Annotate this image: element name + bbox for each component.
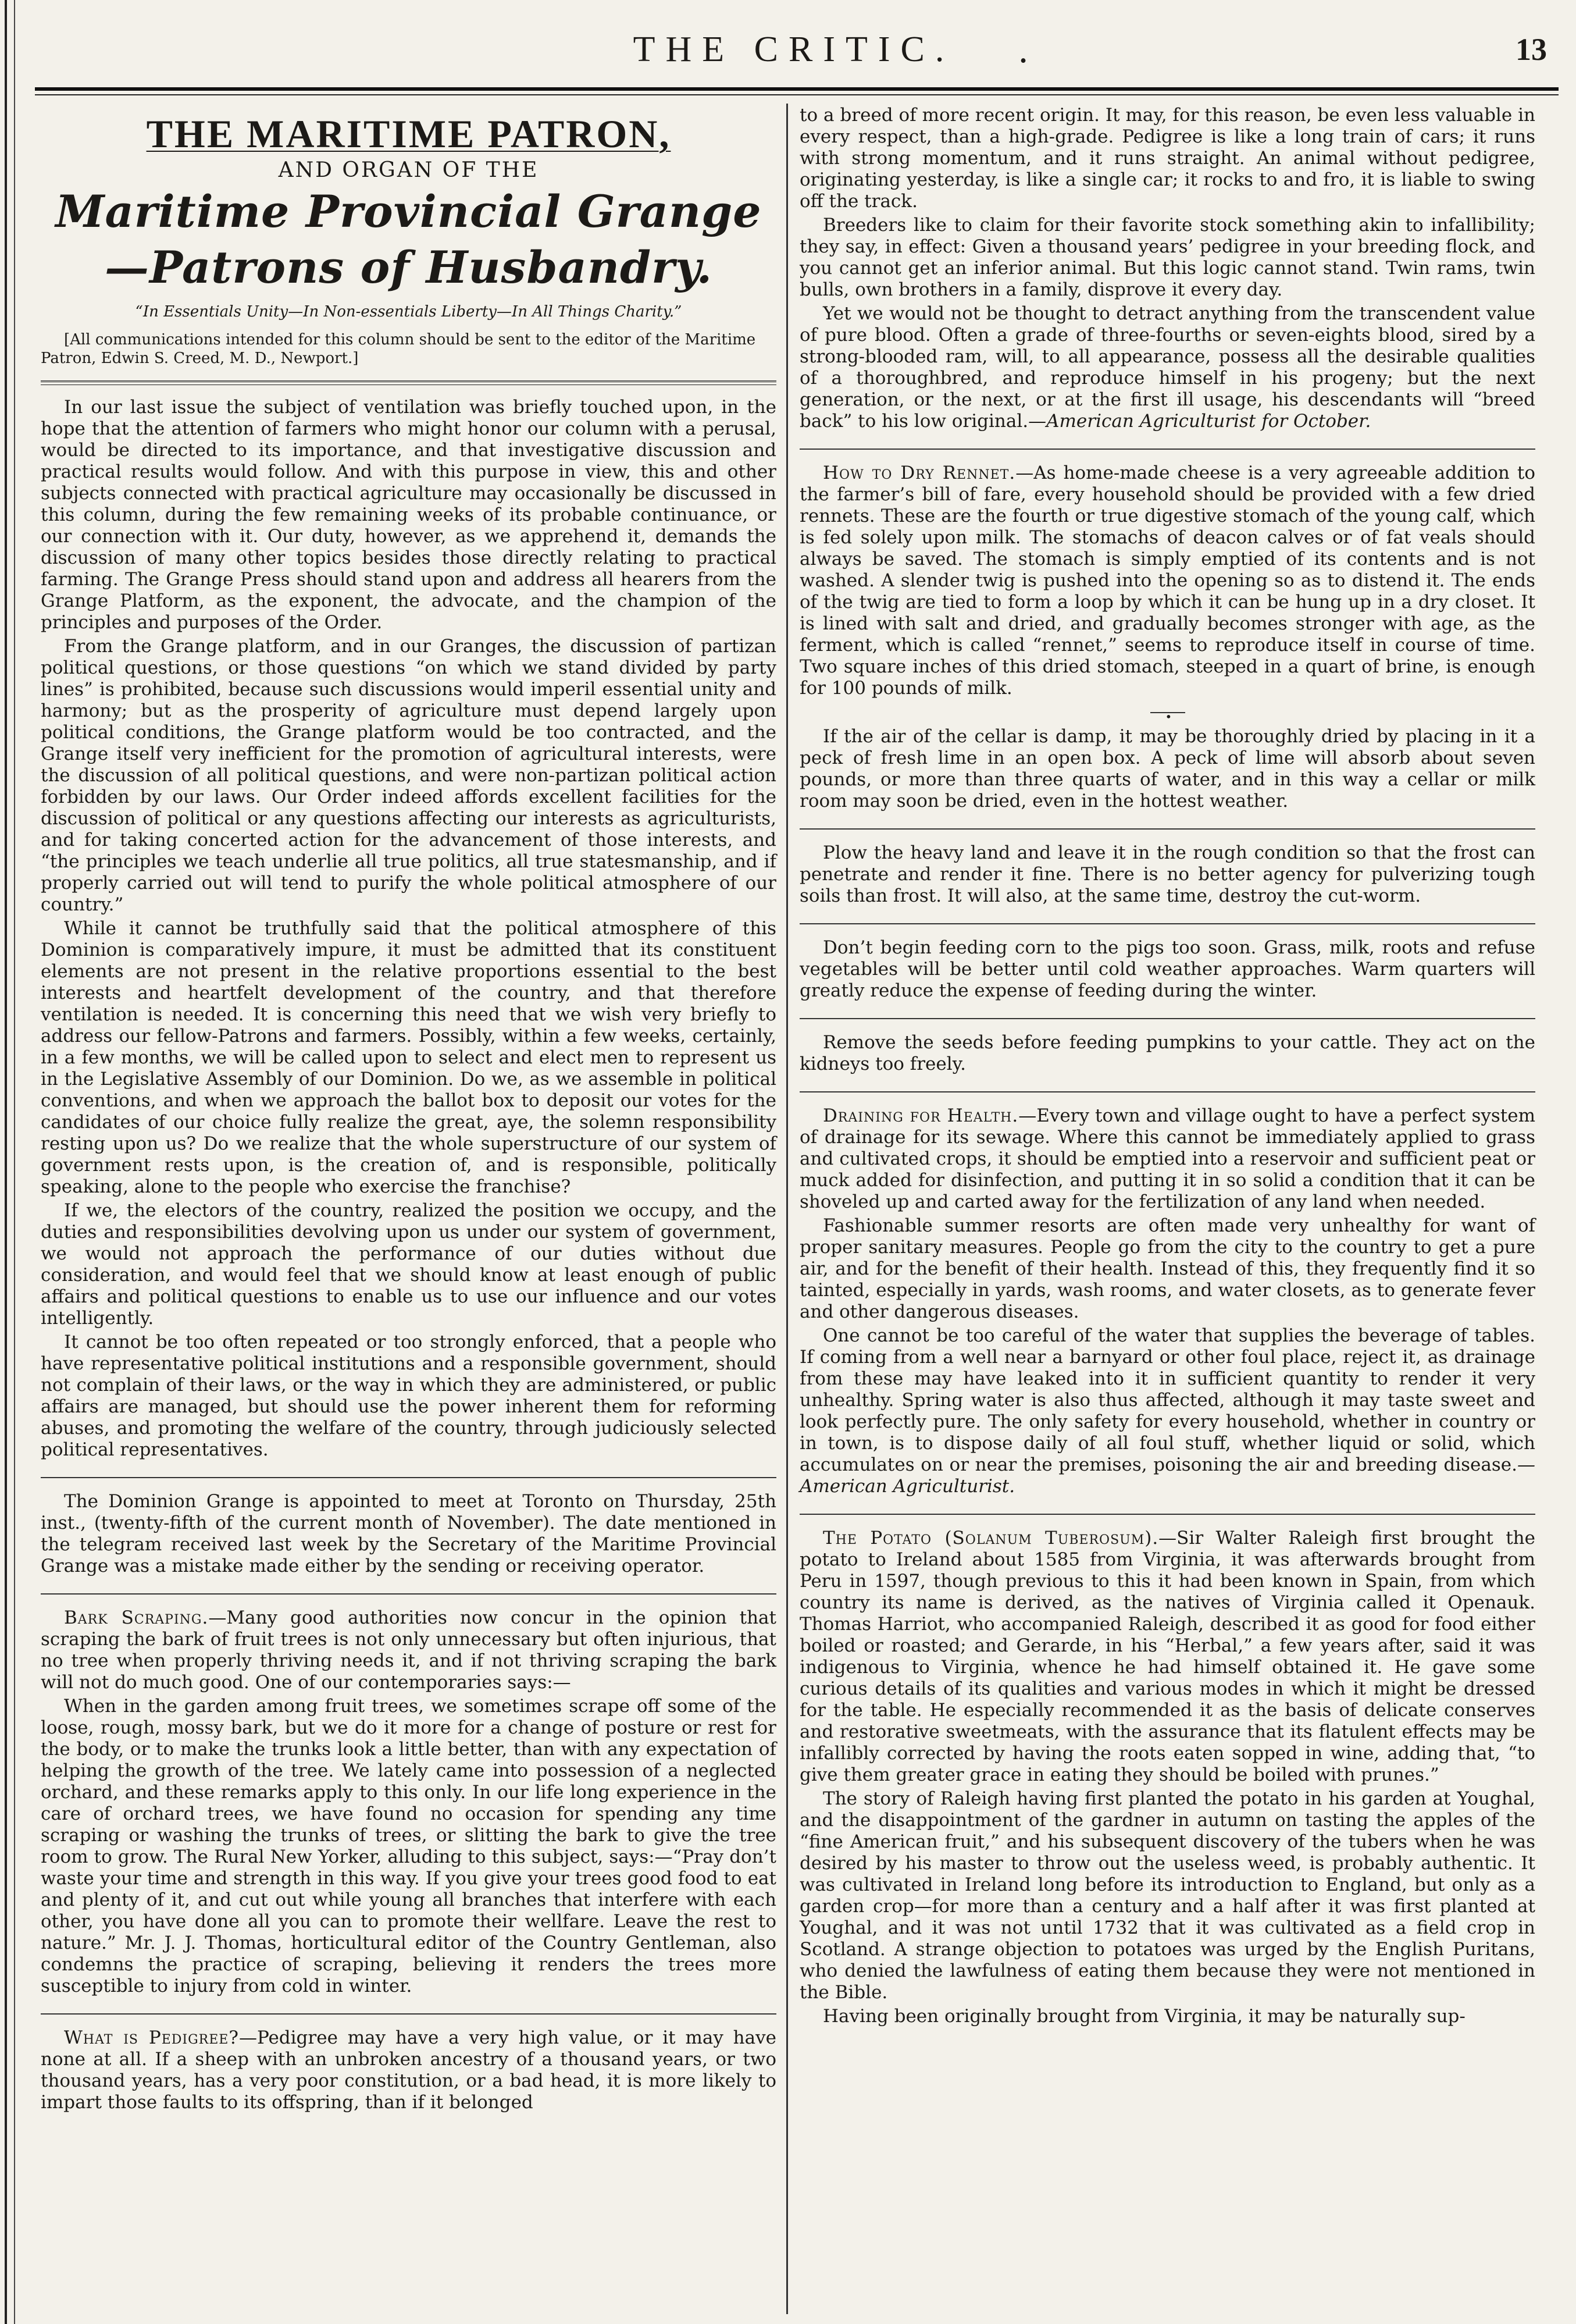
bark-scraping-quote: When in the garden among fruit trees, we sometimes scrape off some of the loose, rough, mossy bark, but we do it more for a change of posture or rest for the body, or to make the trunks look a little better, than with any expectation of helping the growth of the tree. We lately came into possession of a neglected orchard, and these remarks apply to this only. In our life long experience in the care of orchard trees, we have found no occasion for spending any time scraping or washing the trunks of trees, or slitting the bark to give the tree room to grow. The Rural New Yorker, alluding to this subject, says:—“Pray don’t waste your time and strength in this way. If you give your trees good food to eat and plenty of it, and cut out while young all branches that interfere with each other, you have done all you can to promote their wellfare. Leave the rest to nature.” Mr. J. J. Thomas, horticultural editor of the Country Gentleman, also condemns the practice of scraping, believing it renders the trees more susceptible to injury from cold in winter. [41,1696,776,1996]
masthead-motto: “In Essentials Unity—In Non-essentials Liberty—In All Things Charity.” [135,303,682,321]
pedigree-source: —American Agriculturist for October. [1028,411,1371,432]
header-rule-thin [35,94,1559,95]
bark-scraping-text: —Many good authorities now concur in the opinion that scraping the bark of fruit trees is not only unnecessary but often injurious, that no tree when properly thriving needs it, and if not thriving scraping the bark will not do much good. One of our contemporaries says:— [41,1607,777,1693]
pedigree-paragraph [41,2027,776,2113]
dominion-grange-paragraph: The Dominion Grange is appointed to meet at Toronto on Thursday, 25th inst., (twenty-fifth of the current month of November). The date mentioned in the telegram received last week by the Secretary of the Maritime Provincial Grange was a mistake made either by the sending or receiving operator. [41,1491,776,1576]
potato-paragraph-3: Having been originally brought from Virginia, it may be naturally sup- [823,2006,1466,2027]
binding-edge [5,0,15,2324]
running-header [35,23,1553,76]
draining-heading: Draining for Health. [823,1105,1019,1126]
section-rule [800,1091,1535,1092]
plow-paragraph: Plow the heavy land and leave it in the rough condition so that the frost can penetrate and render it fine. There is no better agency for pulverizing tough soils than frost. It will also, at the same time, destroy the cut-worm. [800,842,1535,906]
column-divider [786,104,788,2314]
masthead-note: [All communications intended for this column should be sent to the editor of the Maritime Patron, Edwin S. Creed, M. D., Newport.] [41,331,756,367]
draining-paragraph-3 [800,1325,1535,1497]
masthead-organ-line: AND ORGAN OF THE [278,158,539,182]
rennet-paragraph [800,462,1535,699]
section-rule [41,1593,776,1595]
pedigree-text: —Pedigree may have a very high value, or it may have none at all. If a sheep with an unbroken ancestry of a thousand years, or two thousand years, has a very poor constitution, or a bad head, it is more likely to impart those faults to its offspring, than if it belonged [41,2027,776,2113]
section-rule [800,1018,1535,1019]
section-rule [41,1477,776,1478]
header-rule-thick [35,87,1559,91]
section-rule [800,1514,1535,1515]
paper-title: THE CRITIC. [633,30,955,69]
section-rule [41,2013,776,2015]
bark-scraping-paragraph [41,1607,776,1693]
short-rule: • [1150,712,1185,713]
draining-paragraph-1 [800,1105,1535,1213]
masthead [41,111,776,385]
page-number: 13 [1516,32,1547,67]
ventilation-paragraph-5: It cannot be too often repeated or too strongly enforced, that a people who have representative political institutions and a responsible government, should not complain of their laws, or the way in which they are administered, or public affairs are managed, but should use the power inherent them for reforming abuses, and promoting the welfare of the country, through judiciously selected political representatives. [41,1332,776,1460]
section-rule [800,828,1535,830]
corn-paragraph: Don’t begin feeding corn to the pigs too soon. Grass, milk, roots and refuse vegetables will be better until cold weather approaches. Warm quarters will greatly reduce the expense of feeding during the winter. [800,937,1535,1001]
header-dot: . [1018,30,1029,71]
section-rule [800,923,1535,924]
bark-scraping-heading: Bark Scraping. [64,1607,209,1628]
potato-text: —Sir Walter Raleigh first brought the potato to Ireland about 1585 from Virginia, it was afterwards brought from Peru in 1597, though previous to this it had been known in Spain, from which country its name is derived, as the natives of Virginia called it Openauk. Thomas Harriot, who accompanied Raleigh, described it as good for food either boiled or roasted; and Gerarde, in his “Herbal,” a few years after, said it was indigenous to Virginia, whence he had himself obtained it. He gave some curious details of its qualities and various modes in which it might be dressed for the table. He especially recommended it as the basis of delicate conserves and restorative sweetmeats, with the assurance that its flatulent effects may be infallibly corrected by having the roots eaten sopped in wine, adding that, “to give them greater grace in eating they should be boiled with prunes.” [800,1528,1535,1785]
draining-text: —Every town and village ought to have a perfect system of drainage for its sewage. Where this cannot be immediately applied to grass and cultivated crops, it should be emptied into a reservoir and sufficient peat or muck added for disinfection, and putting it in so solid a condition that it can be shoveled up and carted away for the fertilization of any land when needed. [800,1105,1535,1212]
ventilation-paragraph-4: If we, the electors of the country, realized the position we occupy, and the duties and responsibilities devolving upon us under our system of government, we would not approach the performance of our duties without due consideration, and would feel that we should know at least enough of public affairs and political questions to enable us to use our influence and our votes intelligently. [41,1200,776,1329]
masthead-title: THE MARITIME PATRON, [146,112,671,156]
pedigree-continuation: to a breed of more recent origin. It may, for this reason, be even less valuable in every respect, than a high-grade. Pedigree is like a long train of cars; it runs with strong momentum, and it runs straight. An animal without pedigree, originating yesterday, is like a single car; it rocks to and fro, it is liable to swing off the track. [800,105,1535,212]
rennet-text: —As home-made cheese is a very agreeable addition to the farmer’s bill of fare, every household should be provided with a few dried rennets. These are the fourth or true digestive stomach of the young calf, which is fed solely upon milk. The stomachs of deacon calves or of fat veals should always be saved. The stomach is simply emptied of its contents and is not washed. A slender twig is pushed into the opening so as to distend it. The ends of the twig are tied to form a loop by which it can be hung up in a dry closet. It is lined with salt and dried, and gradually becomes stronger with age, as the ferment, which is called “rennet,” seems to reproduce itself in course of time. Two square inches of this dried stomach, steeped in a quart of brine, is enough for 100 pounds of milk. [800,462,1535,699]
pedigree-text-3: Yet we would not be thought to detract anything from the transcendent value of pure blood. Often a grade of three-fourths or seven-eights blood, sired by a strong-blooded ram, will, to all appearance, possess all the desirable qualities of a thoroughbred, and reproduce himself in his progeny; but the next generation, or the next, or at the first ill usage, his descendants will “breed back” to his low original. [800,303,1535,432]
section-rule [800,449,1535,450]
ventilation-paragraph-3: While it cannot be truthfully said that the political atmosphere of this Dominion is comparatively impure, it must be admitted that its constituent elements are not present in the relative proportions essential to the best interests and heartfelt development of the country, and that therefore ventilation is needed. It is concerning this need that we wish very briefly to address our fellow-Patrons and farmers. Possibly, within a few weeks, certainly, in a few months, we will be called upon to select and elect men to represent us in the Legislative Assembly of our Dominion. Do we, as we assemble in political conventions, and when we approach the ballot box to deposit our votes for the candidates of our choice fully realize the great, aye, the solemn responsibility resting upon us? Do we realize that the whole superstructure of our system of government rests upon, is the creation of, and is responsible, politically speaking, alone to the people who exercise the franchise? [41,918,776,1197]
cellar-paragraph: If the air of the cellar is damp, it may be thoroughly dried by placing in it a peck of fresh lime in an open box. A peck of lime will absorb about seven pounds, or more than three quarts of water, and in this way a cellar or milk room may soon be dried, even in the hottest weather. [800,726,1535,812]
potato-heading: The Potato (Solanum Tuberosum). [823,1528,1159,1549]
pumpkin-paragraph: Remove the seeds before feeding pumpkins to your cattle. They act on the kidneys too freely. [800,1032,1535,1074]
right-column [800,105,1535,2030]
pedigree-paragraph-3 [800,303,1535,432]
draining-paragraph-2: Fashionable summer resorts are often made very unhealthy for want of proper sanitary measures. People go from the city to the country to get a pure air, and for the benefit of their health. Instead of this, they frequently find it so tainted, especially in yards, wash rooms, and water closets, as to generate fever and other dangerous diseases. [800,1215,1535,1322]
ventilation-paragraph-1: In our last issue the subject of ventilation was briefly touched upon, in the hope that the attention of farmers who might honor our column with a perusal, would be directed to its importance, and that investigative discussion and practical results would follow. And with this purpose in view, this and other subjects connected with practical agriculture may occasionally be discussed in this column, during the few remaining weeks of its probable continuance, or our connection with it. Our duty, however, as we apprehend it, demands the discussion of many other topics besides those directly relating to practical farming. The Grange Press should stand upon and address all hearers from the Grange Platform, as the exponent, the advocate, and the champion of the principles and purposes of the Order. [41,397,776,633]
left-column [41,105,776,2116]
potato-paragraph-1 [800,1528,1535,1786]
potato-paragraph-2: The story of Raleigh having first planted the potato in his garden at Youghal, and the disappointment of the gardner in autumn on tasting the apples of the “fine American fruit,” and his subsequent discovery of the tubers when he was desired by his master to throw out the useless weed, is probably authentic. It was cultivated in Ireland long before its introduction to England, but only as a garden crop—for more than a century and a half after it was first planted at Youghal, and it was not until 1732 that it was cultivated as a field crop in Scotland. A strange objection to potatoes was urged by the English Puritans, who denied the lawfulness of eating them because they were not mentioned in the Bible. [800,1788,1535,2003]
draining-text-3: One cannot be too careful of the water that supplies the beverage of tables. If coming from a well near a barnyard or other foul place, reject it, as drainage from these may have leaked into it in sufficient quantity to render it very unhealthy. Spring water is also thus affected, although it may taste sweet and look perfectly pure. The only safety for every household, whether in country or in town, is to dispose daily of all foul stuff, whether liquid or solid, which accumulates on or near the premises, poisoning the air and breeding disease. [800,1325,1535,1475]
masthead-grange-line: Maritime Provincial Grange—Patrons of Husbandry. [55,186,762,293]
rennet-heading: How to Dry Rennet. [823,462,1016,483]
ventilation-paragraph-2: From the Grange platform, and in our Granges, the discussion of partizan political questions, or those questions “on which we stand divided by party lines” is prohibited, because such discussions would imperil essential unity and harmony; but as the prosperity of agriculture must depend largely upon political conditions, the Grange platform would be too contracted, and the Grange itself very inefficient for the promotion of agricultural interests, were the discussion of all political questions, and were non-partizan political action forbidden by our laws. Our Order indeed affords excellent facilities for the discussion of political or any questions affecting our interests as agriculturists, and for taking concerted action for the advancement of those interests, and “the principles we teach underlie all true politics, all true statesmanship, and if properly carried out will tend to purify the whole political atmosphere of our country.” [41,636,776,915]
pedigree-heading: What is Pedigree? [64,2027,239,2048]
masthead-rule [41,380,776,385]
pedigree-paragraph-2: Breeders like to claim for their favorite stock something akin to infallibility; they say, in effect: Given a thousand years’ pedigree in your breeding flock, and you cannot get an inferior animal. But this logic cannot stand. Twin rams, twin bulls, own brothers in a family, disprove it every day. [800,215,1535,300]
draining-source: —American Agriculturist. [800,1454,1535,1497]
